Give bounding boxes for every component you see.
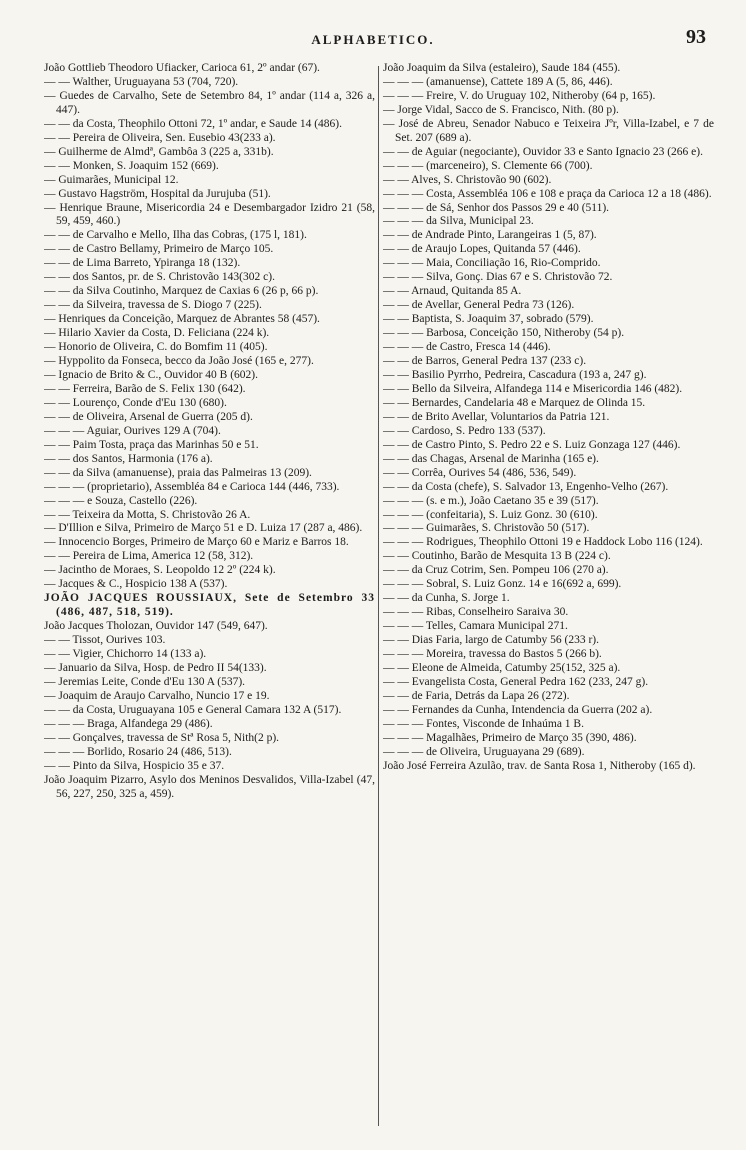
- directory-entry: — Januario da Silva, Hosp. de Pedro II 54(133).: [44, 661, 267, 674]
- directory-entry: — — de Barros, General Pedra 137 (233 c).: [383, 355, 587, 368]
- directory-entry: — — Lourenço, Conde d'Eu 130 (680).: [44, 396, 227, 409]
- directory-entry: — — Gonçalves, travessa de Stª Rosa 5, Nith(2 p).: [44, 731, 280, 744]
- directory-entry: — D'Illion e Silva, Primeiro de Março 51 e D. Luiza 17 (287 a, 486).: [44, 522, 363, 535]
- directory-entry: — Henrique Braune, Misericordia 24 e Desembargador Izidro 21 (58, 59, 459, 460.): [44, 201, 375, 228]
- directory-entry: João Joaquim da Silva (estaleiro), Saude 184 (455).: [383, 62, 621, 74]
- directory-entry: — — — Freire, V. do Uruguay 102, Nitheroby (64 p, 165).: [383, 89, 656, 102]
- directory-entry: — — — (marceneiro), S. Clemente 66 (700).: [383, 159, 593, 172]
- directory-entry: — — — de Sá, Senhor dos Passos 29 e 40 (511).: [383, 201, 610, 214]
- left-column: [44, 62, 375, 1132]
- directory-entry: — — de Avellar, General Pedra 73 (126).: [383, 299, 575, 312]
- directory-entry: — — de Brito Avellar, Voluntarios da Patria 121.: [383, 410, 610, 423]
- directory-entry: — — Fernandes da Cunha, Intendencia da Guerra (202 a).: [383, 703, 653, 716]
- directory-entry: — — — Braga, Alfandega 29 (486).: [44, 717, 213, 730]
- directory-entry: — — Paim Tosta, praça das Marinhas 50 e 51.: [44, 438, 259, 451]
- directory-entry: — Honorio de Oliveira, C. do Bomfim 11 (405).: [44, 341, 268, 354]
- directory-entry: — — Teixeira da Motta, S. Christovão 26 A.: [44, 508, 251, 521]
- directory-entry: — — Dias Faria, largo de Catumby 56 (233 r).: [383, 634, 600, 647]
- directory-entry: — — — Maia, Conciliação 16, Rio-Comprido.: [383, 257, 601, 270]
- directory-entry: — — — Silva, Gonç. Dias 67 e S. Christovão 72.: [383, 271, 613, 284]
- directory-entry: — — Alves, S. Christovão 90 (602).: [383, 173, 552, 186]
- directory-entry: — — — de Oliveira, Uruguayana 29 (689).: [383, 745, 585, 758]
- directory-entry: — — da Costa, Uruguayana 105 e General Camara 132 A (517).: [44, 703, 342, 716]
- directory-entry: — Innocencio Borges, Primeiro de Março 60 e Mariz e Barros 18.: [44, 536, 349, 549]
- directory-entry: — — — Telles, Camara Municipal 271.: [383, 620, 568, 633]
- directory-entry: — Guedes de Carvalho, Sete de Setembro 84, 1º andar (114 a, 326 a, 447).: [44, 89, 375, 116]
- directory-entry: — Jeremias Leite, Conde d'Eu 130 A (537).: [44, 675, 246, 688]
- directory-entry: — Jorge Vidal, Sacco de S. Francisco, Nith. (80 p).: [383, 103, 619, 116]
- directory-entry: — — Ferreira, Barão de S. Felix 130 (642).: [44, 382, 246, 395]
- directory-entry: — — — (confeitaria), S. Luiz Gonz. 30 (610).: [383, 508, 598, 521]
- directory-entry: — — de Lima Barreto, Ypiranga 18 (132).: [44, 257, 241, 270]
- directory-entry: — Ignacio de Brito & C., Ouvidor 40 B (602).: [44, 368, 259, 381]
- directory-entry: — — da Cruz Cotrim, Sen. Pompeu 106 (270 a).: [383, 564, 609, 577]
- directory-entry: João Gottlieb Theodoro Ufiacker, Carioca 61, 2º andar (67).: [44, 62, 320, 74]
- directory-entry: — — de Castro Bellamy, Primeiro de Março 105.: [44, 243, 274, 256]
- directory-entry: — — — Ribas, Conselheiro Saraiva 30.: [383, 606, 569, 619]
- directory-entry: — — da Cunha, S. Jorge 1.: [383, 592, 510, 605]
- directory-entry: — — dos Santos, pr. de S. Christovão 143(302 c).: [44, 271, 275, 284]
- directory-entry: João José Ferreira Azulão, trav. de Santa Rosa 1, Nitheroby (165 d).: [383, 759, 696, 772]
- directory-entry: — — Bello da Silveira, Alfandega 114 e Misericordia 146 (482).: [383, 382, 683, 395]
- directory-entry: — — Cardoso, S. Pedro 133 (537).: [383, 424, 546, 437]
- directory-entry: — — Vigier, Chichorro 14 (133 a).: [44, 648, 207, 661]
- directory-entry: — — Pereira de Lima, America 12 (58, 312).: [44, 550, 254, 563]
- directory-entry: — — Monken, S. Joaquim 152 (669).: [44, 159, 219, 172]
- directory-entry: — — da Costa, Theophilo Ottoni 72, 1º andar, e Saude 14 (486).: [44, 117, 343, 130]
- directory-entry: — — Pereira de Oliveira, Sen. Eusebio 43(233 a).: [44, 131, 276, 144]
- directory-entry: — — dos Santos, Harmonia (176 a).: [44, 452, 213, 465]
- directory-entry: — — Corrêa, Ourives 54 (486, 536, 549).: [383, 466, 577, 479]
- directory-entry: — — Pinto da Silva, Hospicio 35 e 37.: [44, 759, 225, 772]
- directory-entry: — — — Moreira, travessa do Bastos 5 (266 b).: [383, 648, 602, 661]
- directory-entry: — — de Faria, Detrás da Lapa 26 (272).: [383, 689, 570, 702]
- directory-entry: — — Basilio Pyrrho, Pedreira, Cascadura (193 a, 247 g).: [383, 368, 647, 381]
- directory-entry: — Hilario Xavier da Costa, D. Feliciana (224 k).: [44, 327, 270, 340]
- directory-entry: — — — Fontes, Visconde de Inhaúma 1 B.: [383, 717, 584, 730]
- directory-entry: — — Eleone de Almeida, Catumby 25(152, 325 a).: [383, 661, 621, 674]
- directory-entry: — Gustavo Hagström, Hospital da Jurujuba (51).: [44, 187, 271, 200]
- directory-entry: — — — (proprietario), Assembléa 84 e Carioca 144 (446, 733).: [44, 480, 340, 493]
- directory-entry: — Jacques & C., Hospicio 138 A (537).: [44, 578, 228, 591]
- directory-entry: — — das Chagas, Arsenal de Marinha (165 e).: [383, 452, 599, 465]
- column-divider: [378, 66, 379, 1126]
- directory-entry: — — — Guimarães, S. Christovão 50 (517).: [383, 522, 590, 535]
- directory-entry: João Jacques Tholozan, Ouvidor 147 (549, 647).: [44, 620, 268, 633]
- directory-entry: — — de Araujo Lopes, Quitanda 57 (446).: [383, 243, 581, 256]
- directory-entry: — — — Costa, Assembléa 106 e 108 e praça da Carioca 12 a 18 (486).: [383, 187, 712, 200]
- directory-entry: — — Arnaud, Quitanda 85 A.: [383, 285, 522, 298]
- directory-entry: — José de Abreu, Senador Nabuco e Teixeira Jºr, Villa-Izabel, e 7 de Set. 207 (689 a).: [383, 117, 714, 144]
- directory-entry: — — Coutinho, Barão de Mesquita 13 B (224 c).: [383, 550, 611, 563]
- directory-entry: — — — (s. e m.), João Caetano 35 e 39 (517).: [383, 494, 599, 507]
- right-column: [383, 62, 714, 1132]
- directory-entry: — — Tissot, Ourives 103.: [44, 634, 166, 647]
- directory-entry: — — — de Castro, Fresca 14 (446).: [383, 341, 551, 354]
- directory-entry: — — — (amanuense), Cattete 189 A (5, 86, 446).: [383, 75, 613, 88]
- directory-entry: — — — Sobral, S. Luiz Gonz. 14 e 16(692 a, 699).: [383, 578, 622, 591]
- directory-entry: — Joaquim de Araujo Carvalho, Nuncio 17 e 19.: [44, 689, 270, 702]
- directory-entry: — — Bernardes, Candelaria 48 e Marquez de Olinda 15.: [383, 396, 646, 409]
- directory-entry: — — de Oliveira, Arsenal de Guerra (205 d).: [44, 410, 253, 423]
- directory-entry: — Guimarães, Municipal 12.: [44, 173, 179, 186]
- directory-entry: João Joaquim Pizarro, Asylo dos Meninos Desvalidos, Villa-Izabel (47, 56, 227, 250, 325 a, 459).: [44, 773, 375, 800]
- directory-entry: — — — e Souza, Castello (226).: [44, 494, 198, 507]
- directory-entry: — — da Silva (amanuense), praia das Palmeiras 13 (209).: [44, 466, 312, 479]
- directory-entry: — — — Magalhães, Primeiro de Março 35 (390, 486).: [383, 731, 637, 744]
- directory-entry: — — — Rodrigues, Theophilo Ottoni 19 e Haddock Lobo 116 (124).: [383, 536, 703, 549]
- directory-entry: — — Walther, Uruguayana 53 (704, 720).: [44, 75, 239, 88]
- directory-entry: — — da Silveira, travessa de S. Diogo 7 (225).: [44, 299, 262, 312]
- directory-entry: — — de Carvalho e Mello, Ilha das Cobras, (175 l, 181).: [44, 229, 307, 242]
- directory-entry: — — Evangelista Costa, General Pedra 162 (233, 247 g).: [383, 675, 649, 688]
- directory-entry: — Hyppolito da Fonseca, becco da João José (165 e, 277).: [44, 355, 314, 368]
- directory-entry: — — de Andrade Pinto, Larangeiras 1 (5, 87).: [383, 229, 597, 242]
- directory-entry: — — — Aguiar, Ourives 129 A (704).: [44, 424, 221, 437]
- directory-entry: — — — Borlido, Rosario 24 (486, 513).: [44, 745, 232, 758]
- directory-entry: — — Baptista, S. Joaquim 37, sobrado (579).: [383, 313, 594, 326]
- directory-entry: — Henriques da Conceição, Marquez de Abrantes 58 (457).: [44, 313, 320, 326]
- directory-entry: — — — da Silva, Municipal 23.: [383, 215, 534, 228]
- directory-entry: — — — Barbosa, Conceição 150, Nitheroby (54 p).: [383, 327, 625, 340]
- directory-entry: — — de Castro Pinto, S. Pedro 22 e S. Luiz Gonzaga 127 (446).: [383, 438, 681, 451]
- directory-entry: — Jacintho de Moraes, S. Leopoldo 12 2º (224 k).: [44, 564, 276, 577]
- directory-entry: — Guilherme de Almdª, Gambôa 3 (225 a, 331b).: [44, 145, 274, 158]
- directory-entry: — — de Aguiar (negociante), Ouvidor 33 e Santo Ignacio 23 (266 e).: [383, 145, 703, 158]
- directory-entry: JOÃO JACQUES ROUSSIAUX, Sete de Setembro 33 (486, 487, 518, 519).: [44, 592, 375, 619]
- directory-entry: — — da Silva Coutinho, Marquez de Caxias 6 (26 p, 66 p).: [44, 285, 319, 298]
- page-header: ALPHABETICO.: [311, 32, 435, 47]
- page-number: 93: [686, 26, 706, 48]
- directory-entry: — — da Costa (chefe), S. Salvador 13, Engenho-Velho (267).: [383, 480, 669, 493]
